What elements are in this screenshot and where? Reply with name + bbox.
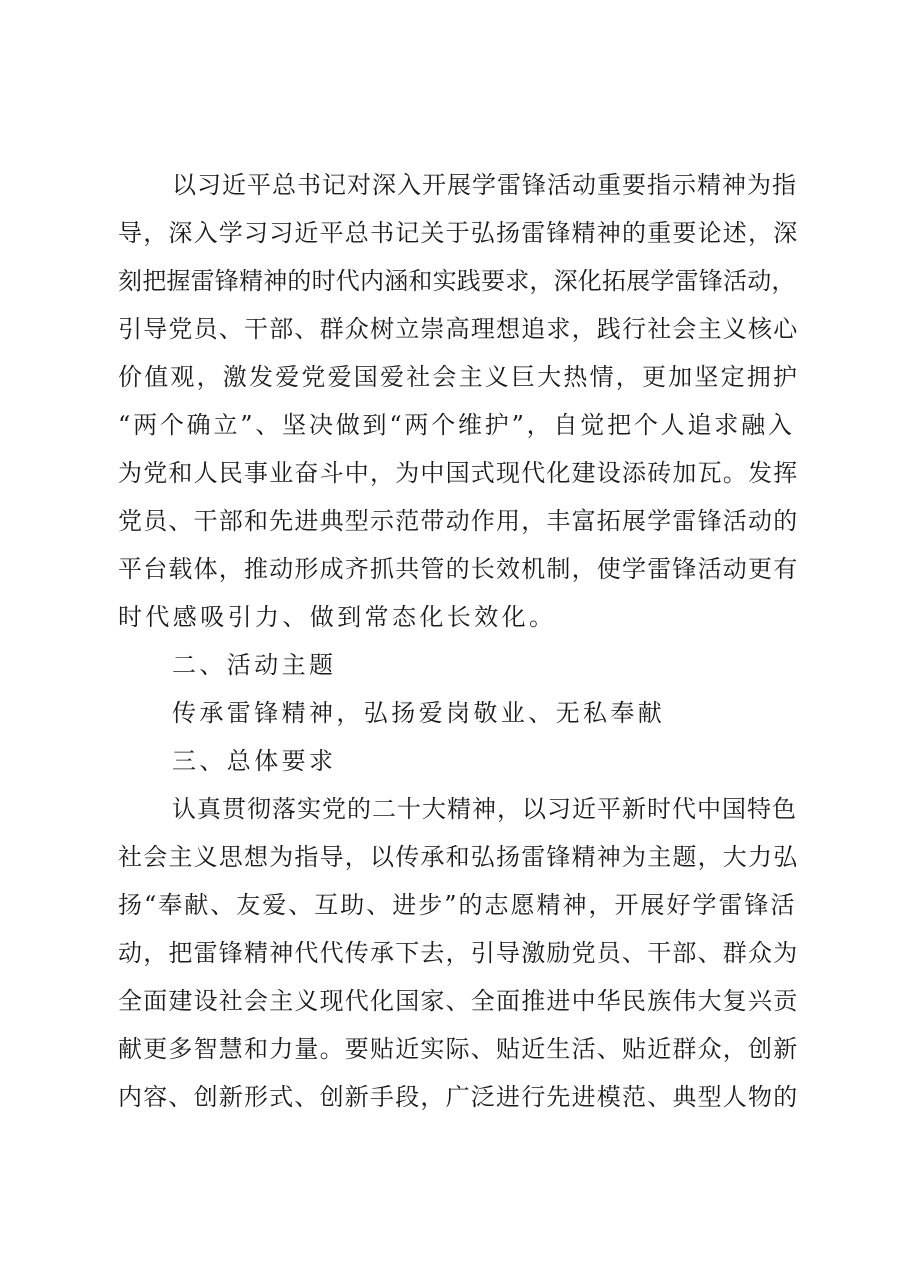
paragraph-2-line: 内容、创新形式、创新手段，广泛进行先进模范、典型人物的 bbox=[118, 1083, 799, 1111]
paragraph-1-line: 价值观，激发爱党爱国爱社会主义巨大热情，更加坚定拥护 bbox=[118, 363, 800, 391]
paragraph-1-line: 导，深入学习习近平总书记关于弘扬雷锋精神的重要论述，深 bbox=[118, 219, 799, 247]
paragraph-1-line: 为党和人民事业奋斗中，为中国式现代化建设添砖加瓦。发挥 bbox=[118, 459, 799, 487]
paragraph-1-line: “两个确立”、坚决做到“两个维护”，自觉把个人追求融入 bbox=[118, 411, 795, 439]
paragraph-2-line: 献更多智慧和力量。要贴近实际、贴近生活、贴近群众，创新 bbox=[118, 1035, 799, 1063]
paragraph-2-line: 扬“奉献、友爱、互助、进步”的志愿精神，开展好学雷锋活 bbox=[118, 891, 797, 919]
paragraph-1-line: 刻把握雷锋精神的时代内涵和实践要求，深化拓展学雷锋活动， bbox=[118, 267, 796, 295]
section-heading-general-requirements: 三、总体要求 bbox=[172, 747, 337, 775]
paragraph-2-line: 动，把雷锋精神代代传承下去，引导激励党员、干部、群众为 bbox=[118, 939, 799, 967]
paragraph-2-line: 认真贯彻落实党的二十大精神，以习近平新时代中国特色 bbox=[172, 795, 797, 823]
paragraph-1-line: 引导党员、干部、群众树立崇高理想追求，践行社会主义核心 bbox=[118, 315, 799, 343]
paragraph-1-line: 平台载体，推动形成齐抓共管的长效机制，使学雷锋活动更有 bbox=[118, 555, 799, 583]
paragraph-1-line: 党员、干部和先进典型示范带动作用，丰富拓展学雷锋活动的 bbox=[118, 507, 799, 535]
paragraph-1-line: 以习近平总书记对深入开展学雷锋活动重要指示精神为指 bbox=[172, 171, 797, 199]
paragraph-1-line: 时代感吸引力、做到常态化长效化。 bbox=[118, 603, 557, 631]
paragraph-2-line: 全面建设社会主义现代化国家、全面推进中华民族伟大复兴贡 bbox=[118, 987, 799, 1015]
paragraph-2-line: 社会主义思想为指导，以传承和弘扬雷锋精神为主题，大力弘 bbox=[118, 843, 799, 871]
activity-theme-text: 传承雷锋精神，弘扬爱岗敬业、无私奉献 bbox=[172, 699, 666, 727]
section-heading-activity-theme: 二、活动主题 bbox=[172, 651, 337, 679]
